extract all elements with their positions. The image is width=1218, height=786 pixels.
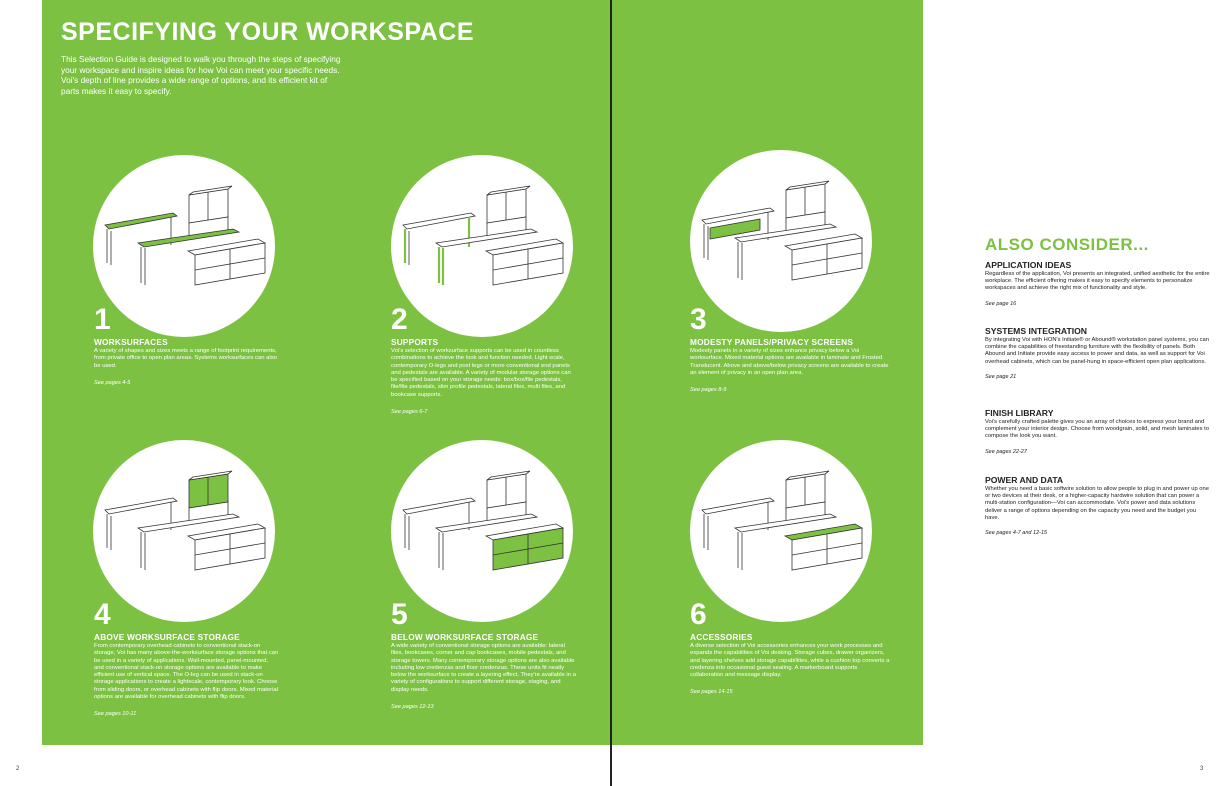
step-body: Voi's selection of worksurface supports can be used in countless combinations to achieve the look and function needed. Light scale, contemporary O-legs and post legs or more conventional end panels and pedestals are available. A variety of modular storage options can be specified based on your storage needs: box/box/file pedestals, file/file pedestals, slim profile pedestals, lateral files, multi files, and bookcase supports.: [391, 348, 571, 398]
step-modesty-panels: [690, 305, 890, 393]
also-item-title: POWER AND DATA: [985, 475, 1064, 485]
also-item-title: APPLICATION IDEAS: [985, 260, 1072, 270]
step-number: 3: [690, 303, 707, 336]
step-worksurfaces: [94, 305, 279, 386]
step-body: A variety of shapes and sizes meets a range of footprint requirements, from private office to open plan areas. Systems worksurfaces can also be used.: [94, 348, 277, 369]
step-accessories: [690, 600, 890, 695]
also-item-body: By integrating Voi with HON's Initiate® or Abound® workstation panel systems, you can combine the capabilities of freestanding furniture with the flexibility of panels. Both Abound and Initiate provide easy access to power and data, as well as support for Voi overhead cabinets, which can be panel-hung in space-efficient open plan applications.: [985, 337, 1209, 365]
step-title: BELOW WORKSURFACE STORAGE: [391, 632, 539, 642]
also-consider-systems-integration: [985, 326, 1210, 380]
step-title: ACCESSORIES: [690, 632, 753, 642]
step-supports: [391, 305, 576, 415]
step-title: ABOVE WORKSURFACE STORAGE: [94, 632, 240, 642]
step-number: 5: [391, 598, 408, 631]
also-item-page-reference: See page 21: [985, 373, 1017, 380]
also-item-page-reference: See page 16: [985, 300, 1017, 307]
step-number: 1: [94, 303, 111, 336]
desk-line-drawing: [690, 440, 872, 622]
step-page-reference: See pages 8-9: [690, 387, 727, 394]
also-consider-application-ideas: [985, 260, 1210, 307]
step-page-reference: See pages 12-13: [391, 704, 434, 711]
step-number: 2: [391, 303, 408, 336]
desk-line-drawing: [391, 440, 573, 622]
also-item-title: FINISH LIBRARY: [985, 408, 1054, 418]
step-page-reference: See pages 4-5: [94, 379, 131, 386]
step-body: A diverse selection of Voi accessories enhances your work processes and expands the capabilities of Voi desking. Storage cubes, drawer organizers, and layering shelves add storage capabilities, while a cushion top converts a credenza into occasional guest seating. A markerboard supports collaboration and message display.: [690, 643, 890, 679]
step-title: MODESTY PANELS/PRIVACY SCREENS: [690, 337, 854, 347]
also-item-body: Whether you need a basic softwire solution to allow people to plug in and power up one or two devices at their desk, or a higher-capacity hardwire solution that can power a multi-station configuration—Voi can accommodate. Voi's power and data solutions deliver a range of options depending on the capacity you need and the budget you have.: [985, 486, 1209, 521]
step-number: 4: [94, 598, 111, 631]
above-storage-illustration: [93, 440, 275, 622]
step-title: SUPPORTS: [391, 337, 439, 347]
left-page-number: 2: [16, 766, 20, 772]
also-item-body: Regardless of the application, Voi presents an integrated, unified aesthetic for the entire workplace. The efficient offering makes it easy to specify elements to personalize workspaces and achieve the right mix of functionality and style.: [985, 271, 1210, 292]
intro-paragraph: This Selection Guide is designed to walk you through the steps of specifying your workspace and inspire ideas for how Voi can meet your specific needs. Voi's depth of line provides a wide range of options, and its efficient kit of parts makes it easy to specify.: [61, 54, 341, 96]
also-item-title: SYSTEMS INTEGRATION: [985, 326, 1088, 336]
accessories-illustration: [690, 440, 872, 622]
also-item-page-reference: See pages 22-27: [985, 448, 1027, 455]
step-body: A wide variety of conventional storage options are available: lateral files, bookcases, corner and cap bookcases, mobile pedestals, and storage towers. Many contemporary storage options are also available including low credenzas and floor credenzas. These units fit neatly below the worksurface to create a layering effect. They're available in a variety of configurations to support different storage, staging, and display needs.: [391, 643, 576, 693]
below-storage-illustration: [391, 440, 573, 622]
right-page-number: 3: [1200, 766, 1204, 772]
step-page-reference: See pages 14-15: [690, 689, 733, 696]
step-number: 6: [690, 598, 707, 631]
page-title: SPECIFYING YOUR WORKSPACE: [61, 18, 475, 46]
step-page-reference: See pages 10-11: [94, 711, 137, 718]
also-consider-heading: ALSO CONSIDER...: [985, 235, 1149, 254]
also-consider-power-and-data: [985, 475, 1210, 536]
step-body: Modesty panels in a variety of sizes enhance privacy below a Voi worksurface. Mixed material options are available in laminate and Frosted Translucent. Above and above/below privacy screens are available to create an element of privacy in an open plan area.: [690, 348, 889, 376]
page-spine: [610, 0, 612, 786]
also-item-body: Voi's carefully crafted palette gives you an array of choices to express your brand and complement your interior design. Choose from woodgrain, solid, and mesh laminates to compose the look you want.: [985, 419, 1209, 440]
desk-line-drawing: [93, 440, 275, 622]
step-title: WORKSURFACES: [94, 337, 168, 347]
also-consider-finish-library: [985, 408, 1210, 455]
step-body: From contemporary overhead cabinets to conventional stack-on storage, Voi has many above-the-worksurface storage options that can be used in a variety of applications. Wall-mounted, panel-mounted, and conventional stack-on storage options are available to make efficient use of vertical space. The O-leg can be used in stack-on storage applications to create a lightscale, contemporary look. Choose from sliding doors, or overhead cabinets with flip doors. Mixed material options are available for overhead cabinets with flip doors.: [94, 643, 279, 701]
step-above-storage: [94, 600, 279, 717]
step-page-reference: See pages 6-7: [391, 409, 428, 416]
step-below-storage: [391, 600, 576, 710]
also-item-page-reference: See pages 4-7 and 12-15: [985, 530, 1048, 537]
